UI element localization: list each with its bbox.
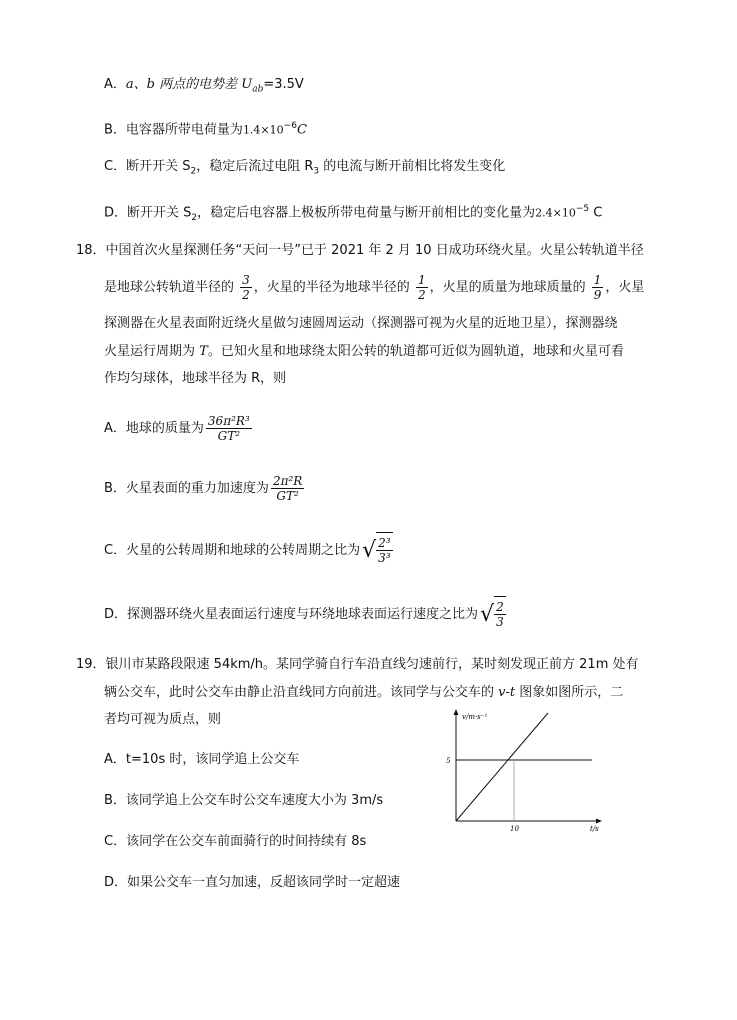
bus-line	[456, 713, 548, 821]
period-symbol: T	[199, 344, 208, 359]
q19-option-a	[104, 751, 299, 769]
earth-mass-fraction	[206, 414, 252, 443]
q17-option-c	[104, 158, 505, 181]
option-text: 断开开关 S	[127, 205, 192, 221]
question-text: 者均可视为质点，则	[104, 712, 222, 727]
y-tick-label: 5	[446, 757, 451, 765]
potential-subscript: ab	[252, 84, 264, 95]
fraction-radius-ratio	[416, 273, 428, 302]
option-letter: A．	[104, 77, 126, 92]
vt-graph	[440, 705, 610, 840]
q18-option-c	[104, 532, 393, 569]
option-text: t=10s 时，该同学追上公交车	[125, 752, 300, 767]
question-text: 银川市某路段限速 54km/h。某同学骑自行车沿直线匀速前行，某时刻发现正前方 21m 处有	[105, 657, 639, 672]
x-axis-label: t/s	[590, 825, 599, 833]
fraction-mass-ratio	[592, 273, 604, 302]
fraction-orbit-ratio	[240, 273, 252, 302]
option-text: 该同学在公交车前面骑行的时间持续有 8s	[126, 834, 367, 849]
charge-value: 1.4×10	[242, 123, 284, 137]
q19-stem-line-2	[104, 684, 623, 702]
option-text: 该同学追上公交车时公交车速度大小为 3m/s	[125, 793, 384, 808]
mars-gravity-fraction	[271, 474, 304, 503]
question-text: 。已知火星和地球绕太阳公转的轨道都可近似为圆轨道，地球和火星可看	[207, 344, 624, 359]
q17-option-d	[104, 200, 602, 227]
switch-subscript: 2	[190, 166, 197, 177]
option-letter: C．	[104, 159, 127, 174]
option-text: ，稳定后电容器上极板所带电荷量与断开前相比的变化量为	[197, 205, 536, 221]
option-text: ，稳定后流过电阻 R	[196, 159, 314, 174]
potential-symbol: U	[241, 77, 253, 92]
question-text: ，火星	[605, 280, 645, 295]
q18-stem-line-3	[104, 315, 618, 333]
q18-option-a	[104, 412, 254, 446]
q18-stem-line-1	[76, 242, 644, 260]
fraction-denominator: 9	[593, 288, 602, 302]
charge-exponent: −6	[283, 121, 297, 131]
q19-stem-line-1	[76, 656, 639, 674]
option-letter: B．	[104, 481, 126, 496]
question-text: 辆公交车，此时公交车由静止沿直线同方向前进。该同学与公交车的	[104, 685, 499, 700]
q18-option-d	[104, 596, 506, 633]
option-text: 探测器环绕火星表面运行速度与环绕地球表面运行速度之比为	[127, 607, 479, 622]
option-letter: A．	[104, 752, 126, 767]
resistor-subscript: 3	[313, 166, 320, 177]
question-text: 火星运行周期为	[104, 344, 200, 359]
option-text: 断开开关 S	[126, 159, 191, 174]
fraction-denominator: GT²	[276, 489, 299, 503]
option-text: 如果公交车一直匀加速，反超该同学时一定超速	[127, 875, 401, 890]
question-text: ，火星的质量为地球质量的	[429, 280, 586, 295]
option-letter: B．	[104, 122, 126, 138]
q17-option-b	[104, 117, 307, 139]
potential-value: =3.5V	[263, 77, 304, 92]
option-letter: B．	[104, 793, 126, 808]
charge-change-unit: C	[589, 205, 603, 221]
fraction-numerator: 2π²R	[272, 474, 303, 488]
q19-option-c	[104, 833, 366, 851]
question-text: 是地球公转轨道半径的	[104, 280, 235, 295]
q18-stem-line-4	[104, 343, 624, 361]
question-text: 作均匀球体，地球半径为 R，则	[104, 371, 287, 386]
question-text: 中国首次火星探测任务“天问一号”已于 2021 年 2 月 10 日成功环绕火星。火星公转轨道半径	[105, 243, 644, 258]
fraction-numerator: 1	[593, 273, 602, 287]
option-letter: D．	[104, 875, 128, 890]
question-text: 探测器在火星表面附近绕火星做匀速圆周运动（探测器可视为火星的近地卫星），探测器绕	[104, 316, 618, 331]
q18-option-b	[104, 472, 306, 506]
vt-symbol: v-t	[498, 685, 516, 700]
y-axis-arrow	[454, 709, 459, 715]
x-axis-arrow	[596, 819, 602, 824]
q18-stem-line-5	[104, 370, 286, 388]
question-number: 19．	[76, 657, 106, 672]
option-text: 火星的公转周期和地球的公转周期之比为	[126, 543, 361, 558]
q19-option-d	[104, 874, 400, 892]
question-text: ，火星的半径为地球半径的	[253, 280, 410, 295]
charge-change-exponent: −5	[575, 204, 590, 214]
fraction-numerator: 36π²R³	[207, 414, 250, 428]
option-text: a、b 两点的电势差	[125, 77, 242, 92]
x-tick-label: 10	[510, 825, 519, 833]
q18-stem-line-2	[104, 272, 644, 304]
option-text: 的电流与断开前相比将发生变化	[319, 159, 506, 174]
y-axis-label: v/m·s⁻¹	[462, 713, 488, 721]
option-letter: D．	[104, 205, 128, 221]
fraction-denominator: 2	[417, 288, 426, 302]
speed-ratio-sqrt	[480, 596, 506, 633]
fraction-numerator: 1	[417, 273, 426, 287]
radical-sign: √	[362, 537, 377, 563]
option-letter: C．	[104, 834, 127, 849]
option-text: 电容器所带电荷量为	[125, 122, 243, 138]
question-number: 18．	[76, 243, 106, 258]
fraction-denominator: GT²	[217, 429, 241, 443]
q19-option-b	[104, 792, 383, 810]
fraction-numerator: 3	[242, 273, 250, 287]
option-text: 地球的质量为	[125, 421, 204, 436]
charge-change-value: 2.4×10	[535, 206, 576, 220]
question-text: 图象如图所示，二	[515, 685, 624, 700]
fraction-numerator: 2	[496, 600, 504, 614]
fraction-numerator: 2³	[378, 536, 391, 550]
switch-subscript: 2	[191, 212, 198, 223]
period-ratio-sqrt	[362, 532, 392, 569]
fraction-denominator: 3	[496, 615, 504, 629]
q17-option-a	[104, 76, 304, 99]
option-letter: D．	[104, 607, 128, 622]
fraction-denominator: 2	[242, 288, 250, 302]
charge-unit: C	[296, 122, 307, 138]
option-letter: A．	[104, 421, 126, 436]
fraction-denominator: 3³	[378, 551, 391, 565]
option-text: 火星表面的重力加速度为	[125, 481, 269, 496]
radical-sign: √	[480, 601, 495, 627]
option-letter: C．	[104, 543, 127, 558]
q19-stem-line-3	[104, 711, 221, 729]
